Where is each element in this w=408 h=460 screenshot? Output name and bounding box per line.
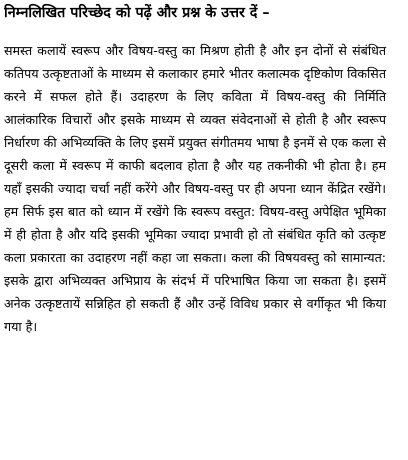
question-heading: निम्नलिखित परिच्छेद को पढ़ें और प्रश्न के उत्तर दें – [4,5,270,21]
comprehension-passage: समस्त कलायें स्वरूप और विषय-वस्तु का मिश्रण होती है और इन दोनों से संबंधित कतिपय उत्कृष्टताओं के माध्यम से कलाकार हमारे भीतर कलात्मक दृष्टिकोण विकसित करने में सफल होते हैं। उदाहरण के लिए कविता में विषय-वस्तु की निर्मिति आलंकारिक विचारों और इसके माध्यम से व्यक्त संवेदनाओं से होती है और स्वरूप निर्धारण की अभिव्यक्ति के लिए इसमें प्रयुक्त संगीतमय भाषा है इनमें से एक कला से दूसरी कला में स्वरूप में काफी बदलाव होता है और यह तकनीकी भी होता है। हम यहाँ इसकी ज्यादा चर्चा नहीं करेंगे और विषय-वस्तु पर ही अपना ध्यान केंद्रित रखेंगे। हम सिर्फ इस बात को ध्यान में रखेंगे कि स्वरूप वस्तुत: विषय-वस्तु अपेक्षित भूमिका में ही होता है और यदि इसकी भूमिका ज्यादा प्रभावी हो तो संबंधित कृति को उत्कृष्ट कला प्रकारता का उदाहरण नहीं कहा जा सकता। कला की विषयवस्तु को सामान्यत: इसके द्वारा अभिव्यक्त अभिप्राय के संदर्भ में परिभाषित किया जा सकता है। इसमें अनेक उत्कृष्टतायें सन्निहित हो सकती हैं और उन्हें विविध प्रकार से वर्गीकृत भी किया गया है। [4,42,386,334]
